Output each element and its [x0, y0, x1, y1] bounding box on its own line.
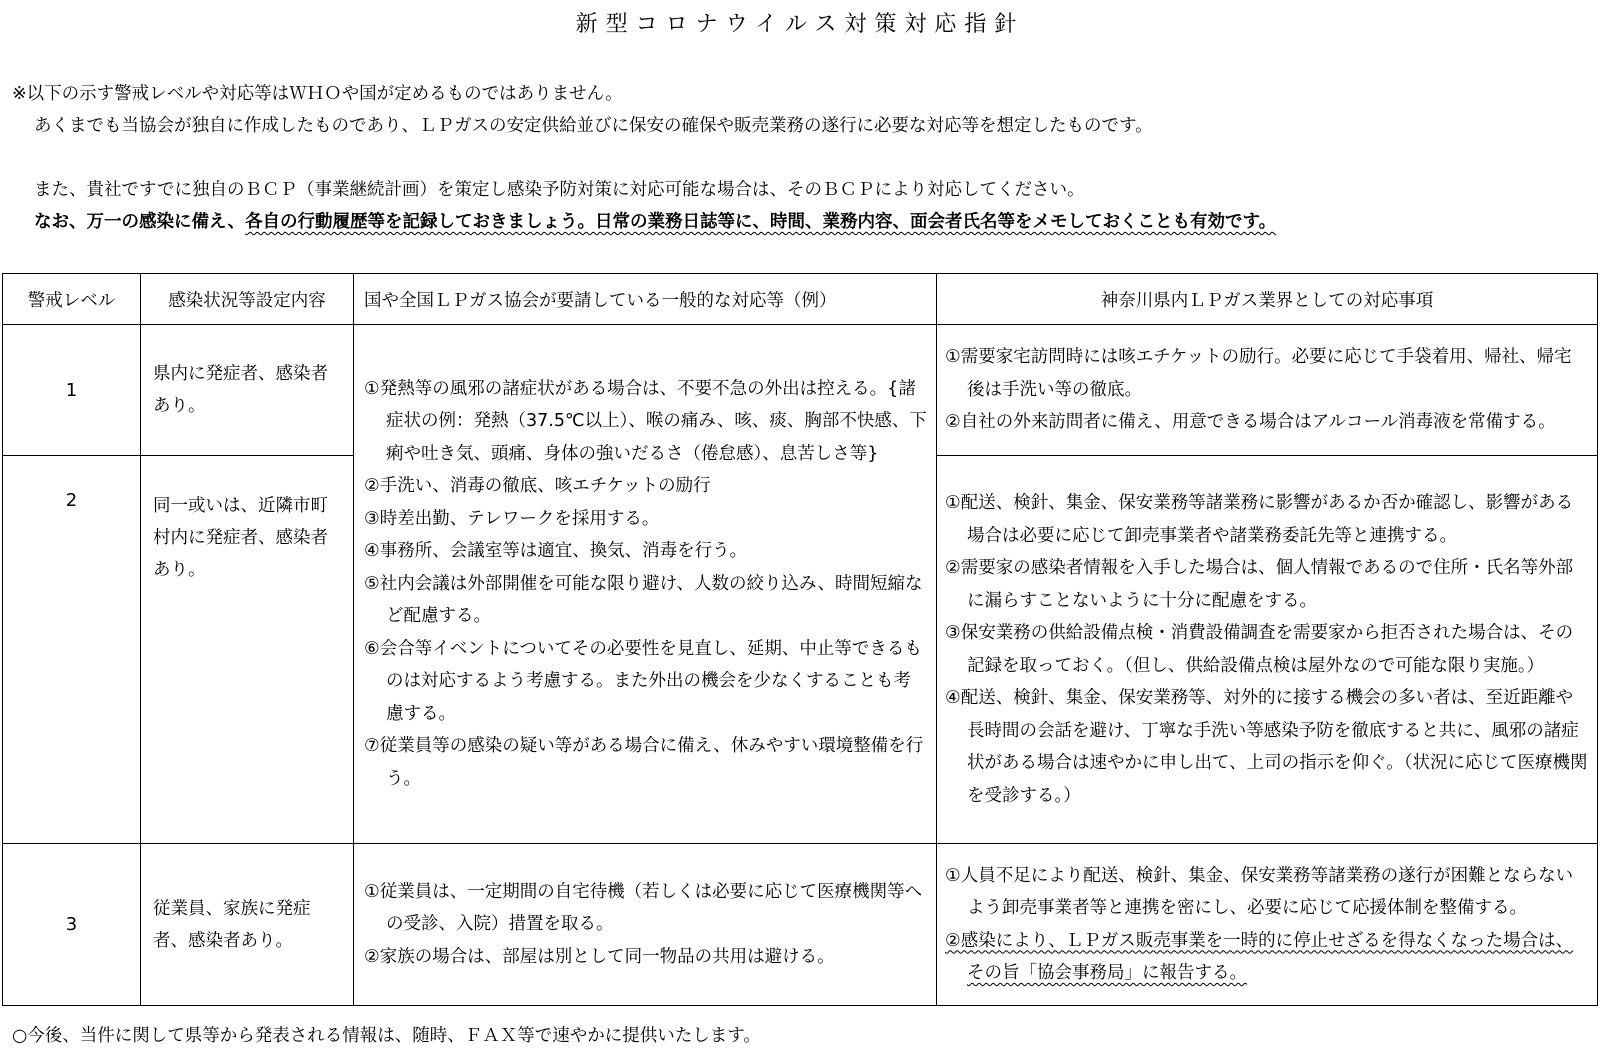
list-item: ②感染により、ＬＰガス販売事業を一時的に停止せざるを得なくなった場合は、その旨「協会事務局」に報告する。 [945, 930, 1574, 983]
list-item: ①発熱等の風邪の諸症状がある場合は、不要不急の外出は控える。{諸症状の例：発熱（37.5℃以上）、喉の痛み、咳、痰、胸部不快感、下痢や吐き気、頭痛、身体の強いだるさ（倦怠感）、息苦しさ等} [364, 378, 927, 464]
header-general: 国や全国ＬＰガス協会が要請している一般的な対応等（例） [354, 274, 937, 325]
table-row-level-1 [3, 325, 1598, 456]
intro-line-4-underlined: 各自の行動履歴等を記録しておきましょう。日常の業務日誌等に、時間、業務内容、面会者氏名等をメモしておくことも有効です。 [245, 212, 1277, 232]
list-item: ⑤社内会議は外部開催を可能な限り避け、人数の絞り込み、時間短縮など配慮する。 [364, 573, 923, 627]
list-item: ②家族の場合は、部屋は別として同一物品の共用は避ける。 [364, 946, 835, 967]
header-status: 感染状況等設定内容 [141, 274, 354, 325]
status-description: 同一或いは、近隣市町村内に発症者、感染者あり。 [141, 456, 354, 844]
intro-line-4-prefix: なお、万一の感染に備え、 [34, 212, 246, 232]
list-item: ⑥会合等イベントについてその必要性を見直し、延期、中止等できるものは対応するよう考慮する。また外出の機会を少なくすることも考慮する。 [364, 638, 922, 724]
intro-notes [12, 78, 1592, 238]
status-description: 県内に発症者、感染者あり。 [141, 325, 354, 456]
general-measures-level-3 [354, 844, 937, 1006]
kanagawa-measures-level-3 [937, 844, 1598, 1006]
list-item: ①従業員は、一定期間の自宅待機（若しくは必要に応じて医療機関等への受診、入院）措置を取る。 [364, 881, 923, 935]
footer-note: ○今後、当件に関して県等から発表される情報は、随時、ＦＡＸ等で速やかに提供いたします。 [12, 1026, 761, 1046]
kanagawa-measures-level-2 [937, 456, 1598, 844]
level-value: 1 [3, 325, 141, 456]
list-item: ③時差出勤、テレワークを採用する。 [364, 508, 660, 529]
intro-line-3: また、貴社ですでに独自のＢＣＰ（事業継続計画）を策定し感染予防対策に対応可能な場合は、そのＢＣＰにより対応してください。 [34, 180, 1085, 200]
list-item: ④事務所、会議室等は適宜、換気、消毒を行う。 [364, 541, 748, 562]
general-measures-levels-1-2 [354, 325, 937, 844]
list-item: ④配送、検針、集金、保安業務等、対外的に接する機会の多い者は、至近距離や長時間の会話を避け、丁寧な手洗い等感染予防を徹底すると共に、風邪の諸症状がある場合は速やかに申し出て、上司の指示を仰ぐ。（状況に応じて医療機関を受診する。） [945, 688, 1588, 806]
list-item: ②手洗い、消毒の徹底、咳エチケットの励行 [364, 476, 711, 497]
header-kanagawa: 神奈川県内ＬＰガス業界としての対応事項 [937, 274, 1598, 325]
list-item: ③保安業務の供給設備点検・消費設備調査を需要家から拒否された場合は、その記録を取っておく。（但し、供給設備点検は屋外なので可能な限り実施。） [945, 623, 1574, 676]
response-guideline-table [2, 273, 1598, 1006]
table-row-level-3 [3, 844, 1598, 1006]
level-value: 2 [3, 456, 141, 844]
list-item: ⑦従業員等の感染の疑い等がある場合に備え、休みやすい環境整備を行う。 [364, 736, 924, 789]
page-title: 新型コロナウイルス対策対応指針 [575, 12, 1025, 37]
list-item: ①配送、検針、集金、保安業務等諸業務に影響があるか否か確認し、影響がある場合は必要に応じて卸売事業者や諸業務委託先等と連携する。 [945, 493, 1574, 546]
status-description: 従業員、家族に発症者、感染者あり。 [141, 844, 354, 1006]
header-level: 警戒レベル [3, 274, 141, 325]
level-value: 3 [3, 844, 141, 1006]
intro-line-1: ※以下の示す警戒レベルや対応等はＷＨＯや国が定めるものではありません。 [12, 84, 623, 104]
intro-line-4 [12, 206, 1592, 238]
list-item: ②自社の外来訪問者に備え、用意できる場合はアルコール消毒液を常備する。 [945, 412, 1556, 433]
list-item: ①需要家宅訪問時には咳エチケットの励行。必要に応じて手袋着用、帰社、帰宅後は手洗い等の徹底。 [945, 347, 1572, 400]
list-item: ①人員不足により配送、検針、集金、保安業務等諸業務の遂行が困難とならないよう卸売事業者等と連携を密にし、必要に応じて応援体制を整備する。 [945, 865, 1574, 918]
list-item: ②需要家の感染者情報を入手した場合は、個人情報であるので住所・氏名等外部に漏らすことないように十分に配慮をする。 [945, 558, 1574, 611]
table-header-row [3, 274, 1598, 325]
intro-line-2: あくまでも当協会が独自に作成したものであり、ＬＰガスの安定供給並びに保安の確保や販売業務の遂行に必要な対応等を想定したものです。 [34, 116, 1153, 136]
kanagawa-measures-level-1 [937, 325, 1598, 456]
